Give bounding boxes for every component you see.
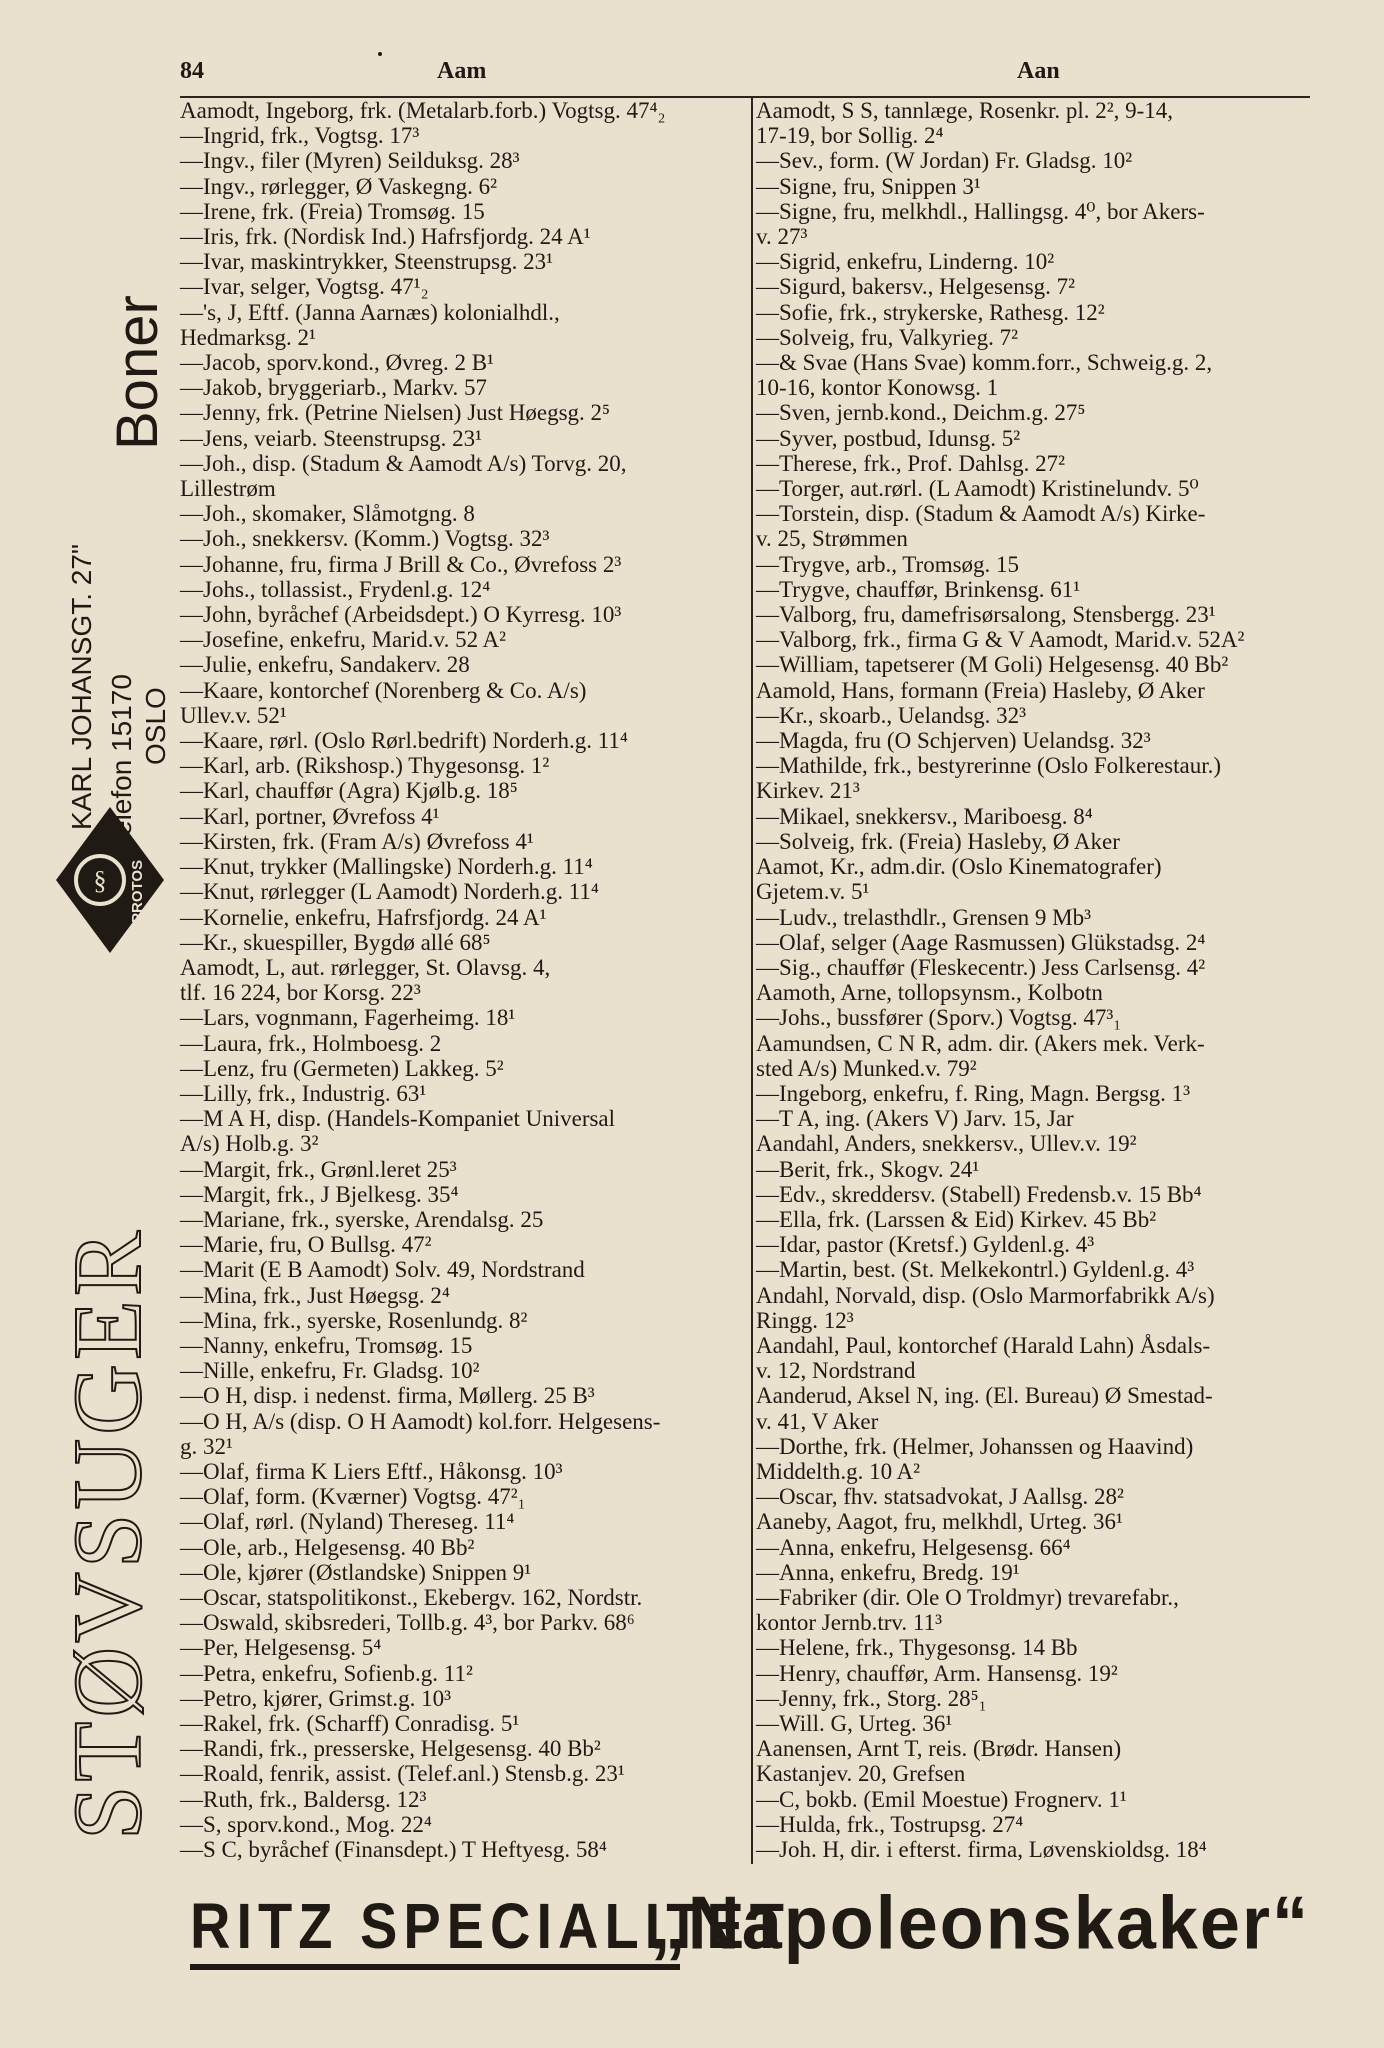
directory-entry: [756, 678, 1318, 703]
directory-entry: [180, 804, 746, 829]
entry-line: —Johs., tollassist., Frydenl.g. 12⁴: [180, 576, 491, 602]
entry-line: —Trygve, arb., Tromsøg. 15: [756, 551, 1020, 577]
entry-line: —Joh. H, dir. i efterst. firma, Løvenskioldsg. 18⁴: [756, 1837, 1207, 1863]
entry-line: —Rakel, frk. (Scharff) Conradisg. 5¹: [180, 1711, 520, 1736]
bottom-advertisement: [180, 1880, 1310, 1970]
directory-entry: [180, 1509, 746, 1534]
directory-entry: [180, 224, 746, 249]
entry-continuation: v. 41, V Aker: [756, 1408, 879, 1434]
directory-entry: [756, 1333, 1318, 1383]
entry-line: —Berit, frk., Skogv. 24¹: [756, 1156, 980, 1182]
directory-entry: [180, 1812, 746, 1837]
entry-continuation: A/s) Holb.g. 3²: [180, 1131, 319, 1157]
entry-line: —Marie, fru, O Bullsg. 47²: [180, 1232, 432, 1258]
directory-entry: [756, 854, 1318, 904]
directory-entry: [180, 1686, 746, 1711]
directory-entry: [180, 426, 746, 451]
entry-continuation: v. 25, Strømmen: [756, 526, 908, 552]
directory-entry: [756, 1182, 1318, 1207]
entry-line: —S C, byråchef (Finansdept.) T Heftyesg. 58⁴: [180, 1837, 607, 1863]
entry-continuation: 17-19, bor Sollig. 2⁴: [756, 123, 944, 149]
entry-line: —Ingv., rørlegger, Ø Vaskegng. 6²: [180, 173, 498, 199]
entry-line: —Margit, frk., Grønl.leret 25³: [180, 1156, 457, 1182]
entry-line: —Ludv., trelasthdlr., Grensen 9 Mb³: [756, 904, 1092, 930]
directory-entry: [756, 1257, 1318, 1282]
directory-entry: [180, 1283, 746, 1308]
entry-line: —Edv., skreddersv. (Stabell) Fredensb.v. 15 Bb⁴: [756, 1181, 1202, 1207]
directory-entry: [756, 753, 1318, 803]
entry-line: —Sev., form. (W Jordan) Fr. Gladsg. 10²: [756, 148, 1133, 174]
directory-entry: [180, 955, 746, 1005]
entry-continuation: g. 32¹: [180, 1433, 233, 1459]
directory-entry: [756, 627, 1318, 652]
entry-line: Aanderud, Aksel N, ing. (El. Bureau) Ø Smestad-: [756, 1383, 1213, 1409]
right-guide-word: Aan: [1017, 58, 1060, 84]
directory-entry: [180, 1459, 746, 1484]
entry-line: —Margit, frk., J Bjelkesg. 35⁴: [180, 1181, 459, 1207]
directory-entry: [180, 199, 746, 224]
entry-continuation: Kastanjev. 20, Grefsen: [756, 1761, 966, 1787]
entry-line: —Ruth, frk., Baldersg. 12³: [180, 1786, 427, 1812]
entry-line: —Ivar, selger, Vogtsg. 47¹₂: [180, 274, 429, 300]
directory-entry: [180, 1837, 746, 1862]
directory-entry: [756, 1106, 1318, 1131]
directory-entry: [756, 1736, 1318, 1786]
directory-entry: [756, 1585, 1318, 1635]
entry-line: —Iris, frk. (Nordisk Ind.) Hafrsfjordg. 24 A¹: [180, 224, 591, 250]
entry-line: —Jenny, frk., Storg. 28⁵₁: [756, 1685, 987, 1711]
entry-continuation: Middelth.g. 10 A²: [756, 1458, 921, 1484]
entry-line: —Jacob, sporv.kond., Øvreg. 2 B¹: [180, 350, 494, 376]
directory-entry: [180, 577, 746, 602]
ad-product: Boner: [105, 295, 170, 450]
directory-entry: [756, 1686, 1318, 1711]
directory-entry: [756, 980, 1318, 1005]
entry-line: —Sig., chauffør (Fleskecentr.) Jess Carlsensg. 4²: [756, 954, 1206, 980]
directory-entry: [180, 1585, 746, 1610]
entry-line: Aanensen, Arnt T, reis. (Brødr. Hansen): [756, 1736, 1122, 1762]
entry-continuation: 10-16, kontor Konowsg. 1: [756, 375, 999, 401]
entry-line: —Olaf, form. (Kværner) Vogtsg. 47²₁: [180, 1484, 526, 1510]
directory-entry: [180, 1787, 746, 1812]
entry-line: —Mariane, frk., syerske, Arendalsg. 25: [180, 1206, 544, 1232]
entry-line: Aamodt, S S, tannlæge, Rosenkr. pl. 2², 9-14,: [756, 98, 1174, 123]
entry-line: —Irene, frk. (Freia) Tromsøg. 15: [180, 198, 485, 224]
ad-ritz: RITZ SPECIALITET: [190, 1889, 790, 1962]
directory-entry: [756, 1535, 1318, 1560]
directory-entry: [756, 829, 1318, 854]
svg-text:§: §: [93, 866, 107, 895]
entry-line: —John, byråchef (Arbeidsdept.) O Kyrresg. 10³: [180, 602, 622, 628]
directory-entry: [180, 501, 746, 526]
directory-entry: [180, 1157, 746, 1182]
directory-entry: [180, 174, 746, 199]
entry-continuation: kontor Jernb.trv. 11³: [756, 1610, 942, 1636]
entry-line: Aamoth, Arne, tollopsynsm., Kolbotn: [756, 980, 1103, 1006]
entry-line: —Kirsten, frk. (Fram A/s) Øvrefoss 4¹: [180, 828, 534, 854]
directory-entry: [756, 577, 1318, 602]
entry-continuation: Ringg. 12³: [756, 1307, 854, 1333]
entry-line: —Knut, rørlegger (L Aamodt) Norderh.g. 11⁴: [180, 879, 599, 905]
entry-line: —Anna, enkefru, Helgesensg. 66⁴: [756, 1534, 1071, 1560]
entry-line: —Kr., skuespiller, Bygdø allé 68⁵: [180, 929, 491, 955]
directory-entry: [180, 249, 746, 274]
entry-line: —S, sporv.kond., Mog. 22⁴: [180, 1811, 432, 1837]
directory-entry: [180, 1736, 746, 1761]
entry-line: —Ingv., filer (Myren) Seilduksg. 28³: [180, 148, 520, 174]
directory-entry: [756, 174, 1318, 199]
page-number: 84: [180, 58, 204, 84]
directory-entry: [756, 1031, 1318, 1081]
entry-line: —Solveig, fru, Valkyrieg. 7²: [756, 324, 1018, 350]
directory-entry: [756, 1812, 1318, 1837]
directory-entry: [180, 300, 746, 350]
entry-line: —Julie, enkefru, Sandakerv. 28: [180, 652, 470, 678]
directory-entry: [756, 476, 1318, 501]
directory-entry: [180, 98, 746, 123]
entry-line: —Sven, jernb.kond., Deichm.g. 27⁵: [756, 400, 1086, 426]
entry-line: —Oscar, statspolitikonst., Ekebergv. 162, Nordstr.: [180, 1584, 643, 1610]
directory-entry: [756, 1509, 1318, 1534]
entry-line: —Idar, pastor (Kretsf.) Gyldenl.g. 4³: [756, 1232, 1095, 1258]
entry-line: —Sofie, frk., strykerske, Rathesg. 12²: [756, 299, 1105, 325]
entry-line: —Martin, best. (St. Melkekontrl.) Gyldenl.g. 4³: [756, 1257, 1195, 1283]
entry-continuation: v. 27³: [756, 224, 808, 250]
logo-text: PROTOS: [129, 859, 146, 923]
entry-line: —Petro, kjører, Grimst.g. 10³: [180, 1685, 452, 1711]
directory-entry: [180, 1761, 746, 1786]
directory-entry: [180, 829, 746, 854]
directory-entry: [180, 1207, 746, 1232]
directory-entry: [756, 1383, 1318, 1433]
directory-entry: [756, 652, 1318, 677]
entry-line: —Solveig, frk. (Freia) Hasleby, Ø Aker: [756, 828, 1120, 854]
directory-entry: [180, 1232, 746, 1257]
directory-entry: [756, 451, 1318, 476]
entry-line: —O H, disp. i nedenst. firma, Møllerg. 25 B³: [180, 1383, 595, 1409]
ad-brand: STØVSUGER: [54, 1226, 162, 1840]
entry-line: —Helene, frk., Thygesonsg. 14 Bb: [756, 1635, 1078, 1661]
directory-entry: [756, 350, 1318, 400]
entry-line: —Torger, aut.rørl. (L Aamodt) Kristinelundv. 5⁰: [756, 476, 1199, 502]
directory-entry: [756, 1837, 1318, 1862]
directory-entry: [756, 1081, 1318, 1106]
entry-line: —Laura, frk., Holmboesg. 2: [180, 1030, 442, 1056]
entry-line: —Valborg, fru, damefrisørsalong, Stensbergg. 23¹: [756, 602, 1216, 628]
directory-entry: [180, 1257, 746, 1282]
entry-line: —Johanne, fru, firma J Brill & Co., Øvrefoss 2³: [180, 551, 622, 577]
entry-line: —Joh., snekkersv. (Komm.) Vogtsg. 32³: [180, 526, 550, 552]
directory-entry: [180, 1484, 746, 1509]
directory-entry: [180, 1106, 746, 1156]
directory-entry: [180, 1409, 746, 1459]
directory-entry: [756, 199, 1318, 249]
directory-entry: [180, 1056, 746, 1081]
entry-continuation: sted A/s) Munked.v. 79²: [756, 1055, 977, 1081]
entry-line: —Per, Helgesensg. 5⁴: [180, 1635, 382, 1661]
entry-continuation: Ullev.v. 52¹: [180, 702, 287, 728]
entry-line: —Olaf, rørl. (Nyland) Thereseg. 11⁴: [180, 1509, 515, 1535]
entry-line: —T A, ing. (Akers V) Jarv. 15, Jar: [756, 1106, 1074, 1132]
directory-entry: [180, 1308, 746, 1333]
entry-line: Aamot, Kr., adm.dir. (Oslo Kinematografer): [756, 854, 1162, 880]
column-divider: [751, 96, 753, 1864]
directory-entry: [756, 274, 1318, 299]
entry-line: —Fabriker (dir. Ole O Troldmyr) trevarefabr.,: [756, 1584, 1179, 1610]
directory-entry: [180, 1358, 746, 1383]
directory-entry: [180, 753, 746, 778]
directory-entry: [180, 451, 746, 501]
entry-line: —Valborg, frk., firma G & V Aamodt, Marid.v. 52A²: [756, 627, 1245, 653]
directory-entry: [756, 1157, 1318, 1182]
directory-entry: [180, 1560, 746, 1585]
entry-line: —Mikael, snekkersv., Mariboesg. 8⁴: [756, 803, 1093, 829]
entry-line: —Knut, trykker (Mallingske) Norderh.g. 11⁴: [180, 854, 593, 880]
directory-entry: [756, 728, 1318, 753]
entry-line: Aandahl, Paul, kontorchef (Harald Lahn) Åsdals-: [756, 1332, 1211, 1358]
entry-line: —Petra, enkefru, Sofienb.g. 11²: [180, 1660, 473, 1686]
directory-entry: [180, 778, 746, 803]
entry-continuation: tlf. 16 224, bor Korsg. 22³: [180, 980, 421, 1006]
directory-entry: [180, 350, 746, 375]
entry-continuation: Hedmarksg. 2¹: [180, 324, 316, 350]
directory-entry: [180, 1535, 746, 1560]
entry-line: —Syver, postbud, Idunsg. 5²: [756, 425, 1021, 451]
entry-line: —Henry, chauffør, Arm. Hansensg. 19²: [756, 1660, 1118, 1686]
entry-line: —Kr., skoarb., Uelandsg. 32³: [756, 702, 1027, 728]
entry-line: —Mathilde, frk., bestyrerinne (Oslo Folkerestaur.): [756, 753, 1221, 779]
entry-line: —C, bokb. (Emil Moestue) Frognerv. 1¹: [756, 1786, 1127, 1812]
entry-line: Aamold, Hans, formann (Freia) Hasleby, Ø Aker: [756, 677, 1205, 703]
entry-continuation: Kirkev. 21³: [756, 778, 860, 804]
side-advertisement: [40, 160, 180, 1880]
directory-entry: [180, 602, 746, 627]
entry-line: —Jakob, bryggeriarb., Markv. 57: [180, 375, 488, 401]
entry-line: —Ivar, maskintrykker, Steenstrupsg. 23¹: [180, 249, 553, 275]
entry-line: —Nanny, enkefru, Tromsøg. 15: [180, 1332, 473, 1358]
directory-entry: [180, 728, 746, 753]
directory-entry: [180, 1635, 746, 1660]
entry-line: —Marit (E B Aamodt) Solv. 49, Nordstrand: [180, 1257, 585, 1283]
entry-line: —Joh., skomaker, Slåmotgng. 8: [180, 501, 475, 527]
directory-entry: [756, 1635, 1318, 1660]
directory-entry: [756, 905, 1318, 930]
right-column: [756, 98, 1318, 1862]
entry-line: —Lenz, fru (Germeten) Lakkeg. 5²: [180, 1055, 504, 1081]
entry-line: —Kaare, rørl. (Oslo Rørl.bedrift) Norderh.g. 11⁴: [180, 728, 628, 754]
ad-address: KARL JOHANSGT. 27": [66, 544, 97, 830]
entry-line: —Olaf, selger (Aage Rasmussen) Glükstadsg. 2⁴: [756, 929, 1206, 955]
entry-line: —O H, A/s (disp. O H Aamodt) kol.forr. Helgesens-: [180, 1408, 661, 1434]
entry-line: —Jens, veiarb. Steenstrupsg. 23¹: [180, 425, 483, 451]
entry-line: —Randi, frk., presserske, Helgesensg. 40 Bb²: [180, 1736, 601, 1762]
entry-line: Aamodt, L, aut. rørlegger, St. Olavsg. 4,: [180, 954, 551, 980]
ad-napoleonskaker: „Napoleonskaker“: [649, 1881, 1310, 1966]
directory-entry: [180, 526, 746, 551]
entry-line: —Olaf, firma K Liers Eftf., Håkonsg. 10³: [180, 1458, 563, 1484]
entry-line: —Ole, arb., Helgesensg. 40 Bb²: [180, 1534, 475, 1560]
entry-line: —Karl, portner, Øvrefoss 4¹: [180, 803, 440, 829]
entry-line: —& Svae (Hans Svae) komm.forr., Schweig.g. 2,: [756, 350, 1213, 376]
directory-entry: [756, 1207, 1318, 1232]
directory-entry: [180, 1711, 746, 1736]
entry-line: —Lilly, frk., Industrig. 63¹: [180, 1080, 427, 1106]
entry-line: —Hulda, frk., Tostrupsg. 27⁴: [756, 1811, 1024, 1837]
entry-line: —Johs., bussfører (Sporv.) Vogtsg. 47³₁: [756, 1005, 1122, 1031]
directory-entry: [756, 1232, 1318, 1257]
entry-line: —Joh., disp. (Stadum & Aamodt A/s) Torvg. 20,: [180, 450, 627, 476]
entry-line: —Mina, frk., Just Høegsg. 2⁴: [180, 1282, 450, 1308]
ad-city: OSLO: [140, 687, 171, 765]
entry-line: —Oswald, skibsrederi, Tollb.g. 4³, bor Parkv. 68⁶: [180, 1610, 635, 1636]
directory-entry: [756, 552, 1318, 577]
directory-entry: [756, 426, 1318, 451]
directory-entry: [180, 1383, 746, 1408]
directory-entry: [756, 1283, 1318, 1333]
directory-entry: [756, 602, 1318, 627]
directory-entry: [180, 627, 746, 652]
directory-entry: [756, 703, 1318, 728]
entry-line: —Therese, frk., Prof. Dahlsg. 27²: [756, 450, 1066, 476]
entry-line: Aamundsen, C N R, adm. dir. (Akers mek. Verk-: [756, 1030, 1205, 1056]
entry-line: —Ingrid, frk., Vogtsg. 17³: [180, 123, 420, 149]
directory-entry: [756, 501, 1318, 551]
entry-line: —Signe, fru, melkhdl., Hallingsg. 4⁰, bor Akers-: [756, 198, 1205, 224]
left-column: [180, 98, 746, 1862]
directory-entry: [756, 1434, 1318, 1484]
entry-line: —Sigrid, enkefru, Linderng. 10²: [756, 249, 1055, 275]
directory-entry: [180, 148, 746, 173]
directory-entry: [180, 905, 746, 930]
directory-entry: [756, 1484, 1318, 1509]
entry-line: —William, tapetserer (M Goli) Helgesensg. 40 Bb²: [756, 652, 1229, 678]
entry-line: —Mina, frk., syerske, Rosenlundg. 8²: [180, 1307, 528, 1333]
directory-entry: [180, 652, 746, 677]
entry-line: —'s, J, Eftf. (Janna Aarnæs) kolonialhdl.,: [180, 299, 560, 325]
entry-line: —Kornelie, enkefru, Hafrsfjordg. 24 A¹: [180, 904, 547, 930]
entry-line: —Lars, vognmann, Fagerheimg. 18¹: [180, 1005, 516, 1031]
entry-line: —Josefine, enkefru, Marid.v. 52 A²: [180, 627, 507, 653]
entry-line: —Will. G, Urteg. 36¹: [756, 1711, 953, 1736]
entry-line: —Anna, enkefru, Bredg. 19¹: [756, 1559, 1020, 1585]
entry-line: —Signe, fru, Snippen 3¹: [756, 173, 981, 199]
directory-entry: [756, 1005, 1318, 1030]
entry-line: —M A H, disp. (Handels-Kompaniet Universal: [180, 1106, 616, 1132]
ink-dot: [378, 52, 382, 56]
entry-line: —Ella, frk. (Larssen & Eid) Kirkev. 45 Bb²: [756, 1206, 1157, 1232]
entry-line: Aamodt, Ingeborg, frk. (Metalarb.forb.) Vogtsg. 47⁴₂: [180, 98, 666, 123]
directory-entry: [756, 1661, 1318, 1686]
directory-entry: [756, 98, 1318, 148]
directory-entry: [180, 552, 746, 577]
directory-entry: [180, 1182, 746, 1207]
directory-entry: [756, 955, 1318, 980]
entry-line: —Ingeborg, enkefru, f. Ring, Magn. Bergsg. 1³: [756, 1080, 1191, 1106]
entry-line: Aandahl, Anders, snekkersv., Ullev.v. 19²: [756, 1131, 1137, 1157]
directory-entry: [756, 930, 1318, 955]
entry-line: —Nille, enkefru, Fr. Gladsg. 10²: [180, 1358, 480, 1384]
entry-line: —Roald, fenrik, assist. (Telef.anl.) Stensb.g. 23¹: [180, 1761, 625, 1787]
directory-entry: [180, 375, 746, 400]
entry-line: —Jenny, frk. (Petrine Nielsen) Just Høegsg. 2⁵: [180, 400, 611, 426]
directory-entry: [756, 148, 1318, 173]
directory-entry: [756, 249, 1318, 274]
directory-entry: [756, 325, 1318, 350]
entry-continuation: v. 12, Nordstrand: [756, 1358, 916, 1384]
entry-line: —Dorthe, frk. (Helmer, Johanssen og Haavind): [756, 1433, 1194, 1459]
entry-line: Aaneby, Aagot, fru, melkhdl, Urteg. 36¹: [756, 1509, 1123, 1535]
directory-entry: [756, 1560, 1318, 1585]
directory-entry: [180, 1661, 746, 1686]
directory-entry: [180, 123, 746, 148]
directory-entry: [180, 930, 746, 955]
entry-continuation: Gjetem.v. 5¹: [756, 879, 870, 905]
directory-entry: [180, 854, 746, 879]
ad-phone: Telefon 15170: [106, 674, 137, 850]
directory-entry: [180, 1031, 746, 1056]
left-guide-word: Aam: [437, 58, 487, 84]
directory-entry: [756, 300, 1318, 325]
directory-entry: [756, 400, 1318, 425]
directory-entry: [180, 1610, 746, 1635]
directory-entry: [180, 274, 746, 299]
entry-continuation: Lillestrøm: [180, 476, 276, 502]
directory-entry: [756, 1131, 1318, 1156]
entry-line: —Ole, kjører (Østlandske) Snippen 9¹: [180, 1559, 532, 1585]
entry-line: —Kaare, kontorchef (Norenberg & Co. A/s): [180, 677, 587, 703]
entry-line: —Oscar, fhv. statsadvokat, J Aallsg. 28²: [756, 1484, 1124, 1510]
ad-underline: [190, 1964, 680, 1970]
entry-line: —Torstein, disp. (Stadum & Aamodt A/s) Kirke-: [756, 501, 1206, 527]
directory-entry: [756, 804, 1318, 829]
directory-entry: [180, 1081, 746, 1106]
entry-line: —Sigurd, bakersv., Helgesensg. 7²: [756, 274, 1076, 300]
directory-entry: [180, 678, 746, 728]
directory-entry: [756, 1787, 1318, 1812]
entry-line: —Trygve, chauffør, Brinkensg. 61¹: [756, 576, 1081, 602]
entry-line: —Magda, fru (O Schjerven) Uelandsg. 32³: [756, 728, 1151, 754]
directory-entry: [756, 1711, 1318, 1736]
directory-entry: [180, 879, 746, 904]
directory-entry: [180, 1333, 746, 1358]
directory-entry: [180, 400, 746, 425]
entry-line: Andahl, Norvald, disp. (Oslo Marmorfabrikk A/s): [756, 1282, 1215, 1308]
directory-entry: [180, 1005, 746, 1030]
entry-line: —Karl, chauffør (Agra) Kjølb.g. 18⁵: [180, 778, 518, 804]
entry-line: —Karl, arb. (Rikshosp.) Thygesonsg. 1²: [180, 753, 550, 779]
